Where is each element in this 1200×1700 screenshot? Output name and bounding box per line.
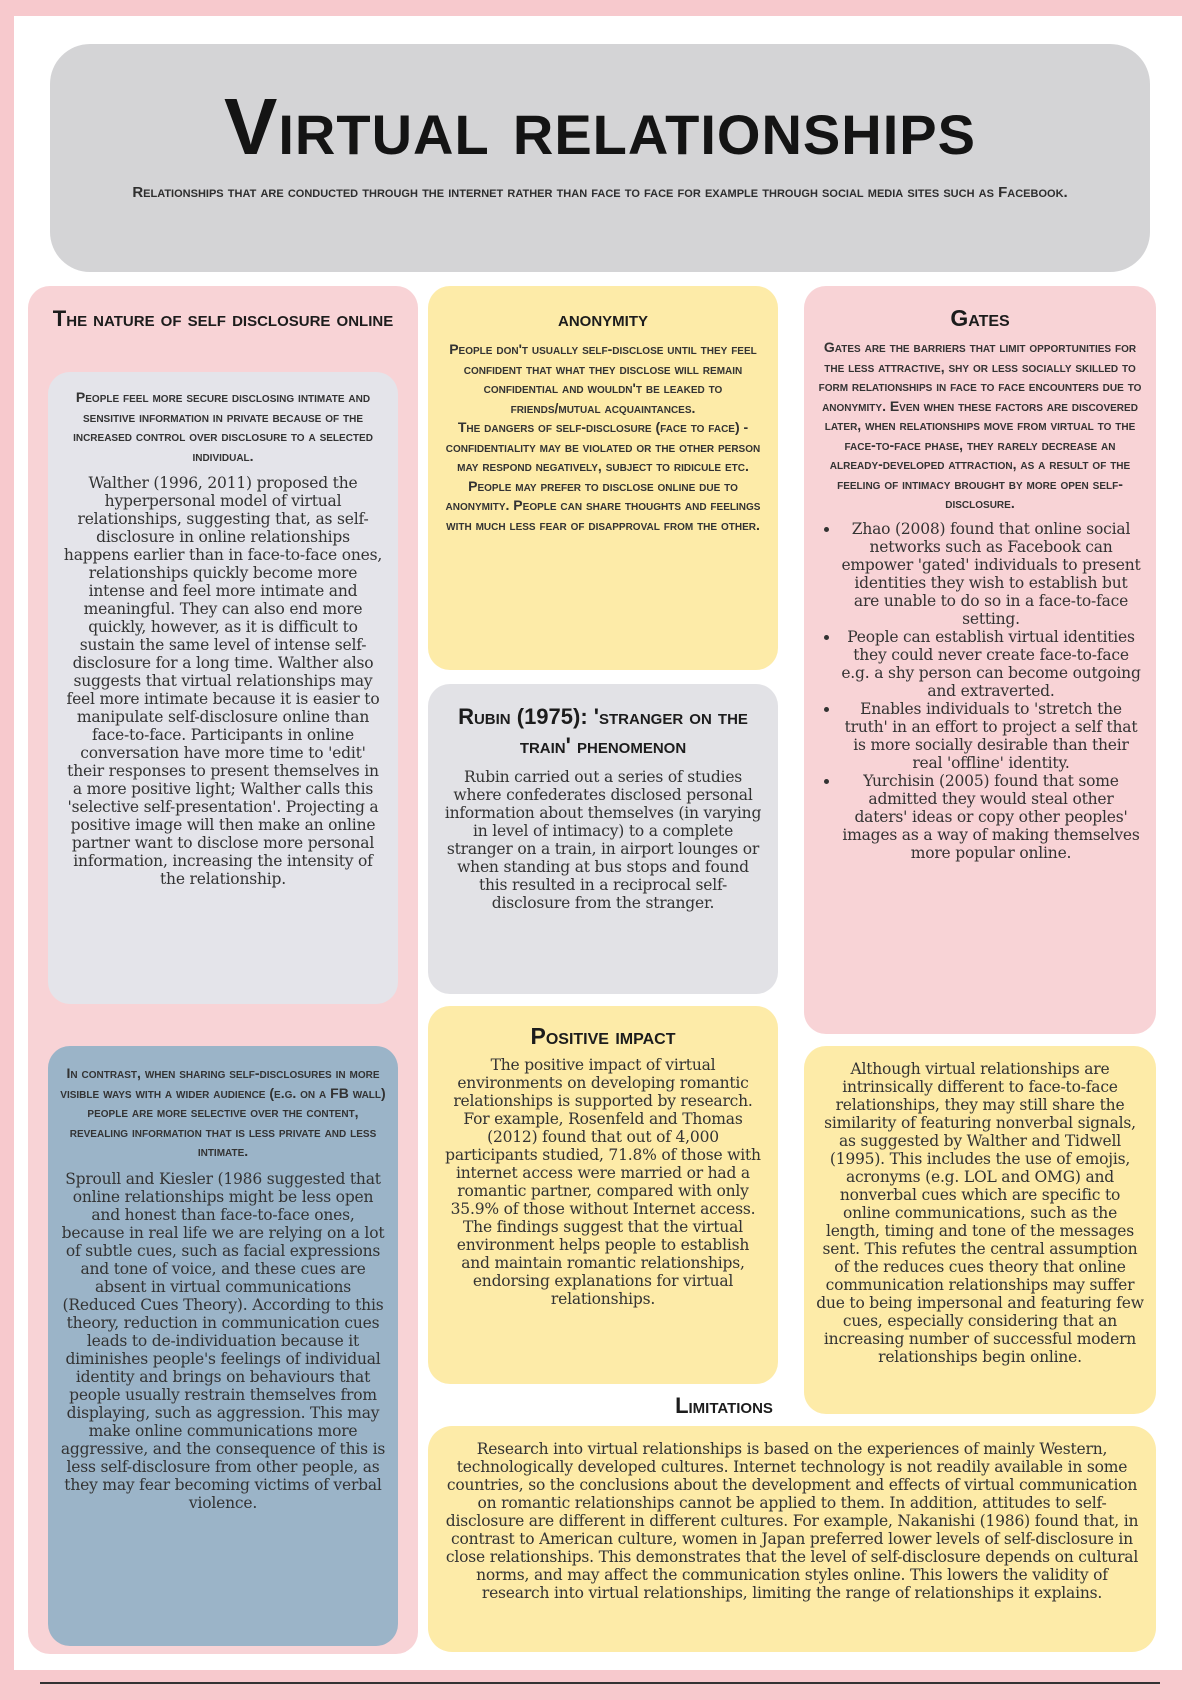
anonymity-paragraph-1: People don't usually self-disclose until they feel confident that what they disclose will remain confidential and wouldn't be leaked to friends/mutual acquaintances. bbox=[449, 341, 757, 416]
gates-bullet: • People can establish virtual identities they could never create face-to-face e.g. a shy person can become outgoing and extraverted. bbox=[840, 628, 1142, 700]
rubin-body: Rubin carried out a series of studies where confederates disclosed personal information about themselves (in varying in level of intimacy) to a complete stranger on a train, in airport lounges or when standing at bus stops and found this resulted in a reciprocal self-disclosure from the stranger. bbox=[444, 768, 762, 912]
nature-body: Walther (1996, 2011) proposed the hyperpersonal model of virtual relationships, suggesting that, as self-disclosure in online relationships happens earlier than in face-to-face ones, relationships quickly become more intense and feel more intimate and meaningful. They can also end more quickly, however, as it is difficult to sustain the same level of intense self-disclosure for a long time. Walther also suggests that virtual relationships may feel more intimate because it is easier to manipulate self-disclosure online than face-to-face. Participants in online conversation have more time to 'edit' their responses to present themselves in a more positive light; Walther calls this 'selective self-presentation'. Projecting a positive image will then make an online partner want to disclose more personal information, increasing the intensity of the relationship. bbox=[63, 474, 383, 888]
nature-of-self-disclosure-panel bbox=[28, 286, 418, 1654]
gates-bullet: • Yurchisin (2005) found that some admitted they would steal other daters' ideas or copy other peoples' images as a way of making themselves more popular online. bbox=[840, 772, 1142, 862]
contrast-card bbox=[48, 1046, 398, 1646]
positive-impact-heading: Positive impact bbox=[530, 1023, 676, 1049]
rubin-panel bbox=[428, 684, 778, 994]
title-banner bbox=[50, 44, 1150, 272]
poster-title: Virtual relationships bbox=[224, 82, 976, 171]
gates-bullet: • Enables individuals to 'stretch the truth' in an effort to project a self that is more socially desirable than their real 'offline' identity. bbox=[840, 700, 1142, 772]
nature-inner-card bbox=[48, 372, 398, 1004]
gates-bullet-list bbox=[818, 520, 1142, 862]
anonymity-paragraph-3: People may prefer to disclose online due to anonymity. People can share thoughts and feelings with much less fear of disapproval from the other. bbox=[445, 477, 761, 533]
anonymity-paragraph-2: The dangers of self-disclosure (face to face) - confidentiality may be violated or the other person may respond negatively, subject to ridicule etc. bbox=[445, 419, 761, 474]
positive-impact-panel bbox=[428, 1006, 778, 1384]
limitations-body: Research into virtual relationships is based on the experiences of mainly Western, technologically developed cultures. Internet technology is not readily available in some countries, so the conclusions about the development and effects of virtual communication on romantic relationships cannot be applied to them. In addition, attitudes to self-disclosure are different in different cultures. For example, Nakanishi (1986) found that, in contrast to American culture, women in Japan preferred lower levels of self-disclosure in close relationships. This demonstrates that the level of self-disclosure depends on cultural norms, and may affect the communication styles online. This lowers the validity of research into virtual relationships, limiting the range of relationships it explains. bbox=[445, 1440, 1139, 1602]
contrast-intro: In contrast, when sharing self-disclosures in more visible ways with a wider audience (e.g. on a FB wall) people are more selective over the content, revealing information that is less private and less intimate. bbox=[60, 1065, 386, 1159]
gates-bullet: • Zhao (2008) found that online social networks such as Facebook can empower 'gated' individuals to present identities they wish to establish but are unable to do so in a face-to-face setting. bbox=[840, 520, 1142, 628]
anonymity-heading: anonymity bbox=[558, 306, 648, 331]
bottom-divider bbox=[40, 1682, 1160, 1684]
nature-intro: People feel more secure disclosing intimate and sensitive information in private because of the increased control over disclosure to a selected individual. bbox=[73, 389, 373, 464]
anonymity-panel bbox=[428, 286, 778, 670]
gates-heading: Gates bbox=[950, 305, 1010, 331]
poster-subtitle: Relationships that are conducted through the internet rather than face to face for example through social media sites such as Facebook. bbox=[132, 184, 1068, 201]
nature-heading: The nature of self disclosure online bbox=[52, 306, 394, 331]
gates-intro: Gates are the barriers that limit opportunities for the less attractive, shy or less socially skilled to form relationships in face to face encounters due to anonymity. Even when these factors are discovered later, when relationships move from virtual to the face-to-face phase, they rarely decrease an already-developed attraction, as a result of the feeling of intimacy brought by more open self-disclosure. bbox=[818, 339, 1142, 511]
gates-panel bbox=[804, 286, 1156, 1034]
nonverbal-body: Although virtual relationships are intrinsically different to face-to-face relationships, they may still share the similarity of featuring nonverbal signals, as suggested by Walther and Tidwell (1995). This includes the use of emojis, acronyms (e.g. LOL and OMG) and nonverbal cues which are specific to online communications, such as the length, timing and tone of the messages sent. This refutes the central assumption of the reduces cues theory that online communication relationships may suffer due to being impersonal and featuring few cues, especially considering that an increasing number of successful modern relationships begin online. bbox=[816, 1060, 1144, 1366]
nonverbal-cues-panel bbox=[804, 1046, 1156, 1414]
poster-page bbox=[14, 16, 1182, 1670]
positive-impact-body: The positive impact of virtual environments on developing romantic relationships is supported by research. For example, Rosenfeld and Thomas (2012) found that out of 4,000 participants studied, 71.8% of those with internet access were married or had a romantic partner, compared with only 35.9% of those without Internet access. The findings suggest that the virtual environment helps people to establish and maintain romantic relationships, endorsing explanations for virtual relationships. bbox=[445, 1056, 761, 1308]
limitations-heading: Limitations bbox=[675, 1393, 773, 1418]
rubin-heading: Rubin (1975): 'stranger on the train' phenomenon bbox=[458, 704, 748, 758]
contrast-body: Sproull and Kiesler (1986 suggested that online relationships might be less open and honest than face-to-face ones, because in real life we are relying on a lot of subtle cues, such as facial expressions and tone of voice, and these cues are absent in virtual communications (Reduced Cues Theory). According to this theory, reduction in communication cues leads to de-individuation because it diminishes people's feelings of individual identity and brings on behaviours that people usually restrain themselves from displaying, such as aggression. This may make online communications more aggressive, and the consequence of this is less self-disclosure from other people, as they may fear becoming victims of verbal violence. bbox=[60, 1169, 386, 1512]
limitations-panel bbox=[428, 1426, 1156, 1652]
